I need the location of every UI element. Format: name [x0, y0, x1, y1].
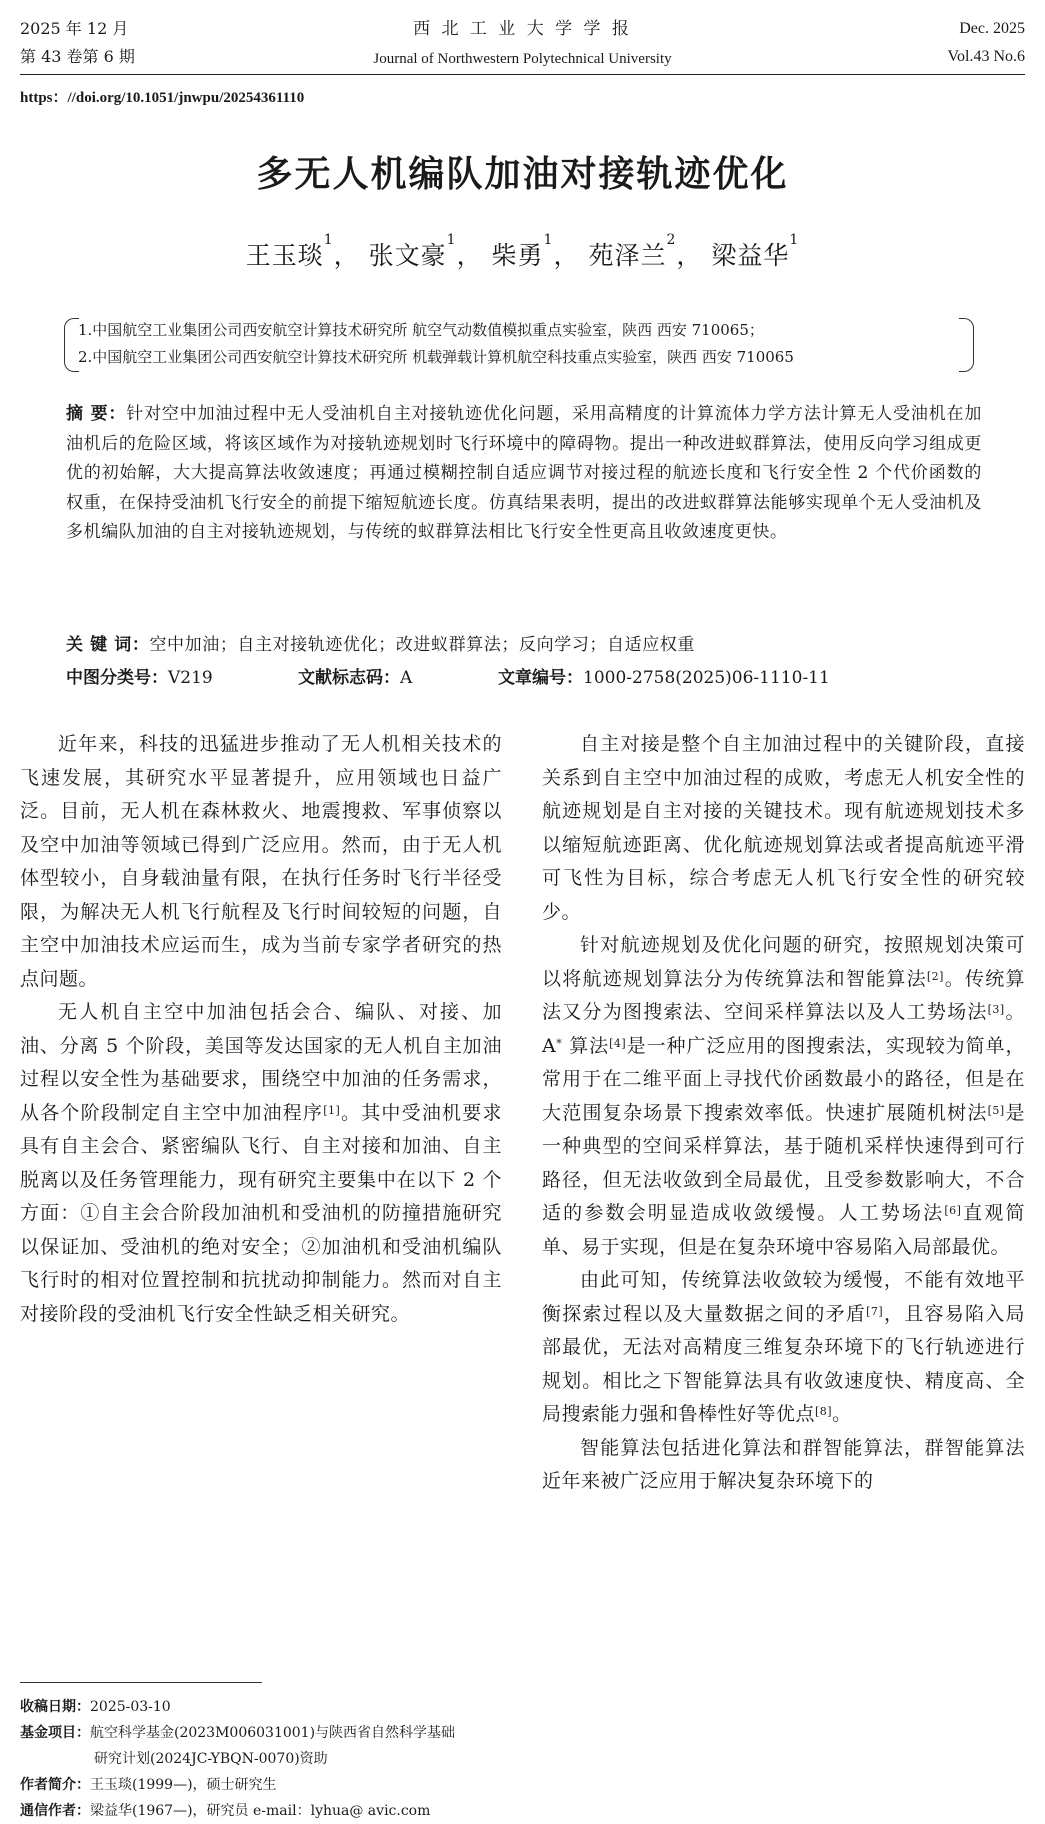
- paragraph-text: ，且容易陷入局部最优，无法对高精度三维复杂环境下的飞行轨迹进行规划。相比之下智能算法具有收敛速度快、精度高、全局搜索能力强和鲁棒性好等优点: [542, 1302, 1025, 1425]
- author-bio: 王玉琰(1999—)，硕士研究生: [90, 1777, 277, 1793]
- article-number-value: 1000-2758(2025)06-1110-11: [583, 668, 830, 688]
- abstract-label: 摘 要：: [66, 404, 127, 424]
- abstract: [66, 400, 982, 548]
- author-separator: ，: [553, 241, 580, 270]
- author-affiliation-mark: 1: [543, 232, 554, 248]
- citation[interactable]: [3]: [987, 1003, 1005, 1016]
- paragraph-text: 。传统算法又分为图搜索法、空间采样算法以及人工势场法: [542, 967, 1025, 1023]
- paragraph-text: 。A: [542, 1001, 1025, 1057]
- fund-text-cont: 研究计划(2024JC-YBQN-0070)资助: [94, 1751, 328, 1767]
- volume-issue-en: Vol.43 No.6: [947, 48, 1025, 65]
- abstract-text: 针对空中加油过程中无人受油机自主对接轨迹优化问题，采用高精度的计算流体力学方法计算无人受油机在加油机后的危险区域，将该区域作为对接轨迹规划时飞行环境中的障碍物。提出一种改进蚁群算法，使用反向学习组成更优的初始解，大大提高算法收敛速度；再通过模糊控制自适应调节对接过程的航迹长度和飞行安全性 2 个代价函数的权重，在保持受油机飞行安全的前提下缩短航迹长度。仿真结果表明，提出的改进蚁群算法能够实现单个无人受油机及多机编队加油的自主对接轨迹规划，与传统的蚁群算法相比飞行安全性更高且收敛速度更快。: [66, 404, 982, 542]
- paragraph: [20, 996, 502, 1331]
- affiliation-2: 2.中国航空工业集团公司西安航空计算技术研究所 机载弹载计算机航空科技重点实验室，陕西 西安 710065: [78, 348, 794, 366]
- paragraph: 智能算法包括进化算法和群智能算法，群智能算法近年来被广泛应用于解决复杂环境下的: [542, 1436, 1025, 1492]
- received-label: 收稿日期：: [20, 1699, 90, 1715]
- body-column-right: [542, 728, 1025, 1499]
- doc-code-value: A: [400, 668, 413, 688]
- journal-name-en: Journal of Northwestern Polytechnical University: [373, 51, 672, 67]
- paper-title: 多无人机编队加油对接轨迹优化: [256, 154, 789, 195]
- author-name: 王玉琰: [245, 241, 324, 270]
- right-brace: [959, 318, 974, 372]
- author-name: 柴勇: [491, 241, 544, 270]
- affiliations: [64, 318, 974, 370]
- author-separator: ，: [456, 241, 483, 270]
- paragraph-text: 是一种广泛应用的图搜索法，实现较为简单，常用于在二维平面上寻找代价函数最小的路径，但是在大范围复杂场景下搜索效率低。快速扩展随机树法: [542, 1034, 1025, 1124]
- citation[interactable]: [1]: [323, 1103, 341, 1117]
- issue-date-en: Dec. 2025: [959, 20, 1025, 37]
- body-column-left: [20, 728, 502, 1331]
- author-bio-label: 作者简介：: [20, 1777, 90, 1793]
- keywords-label: 关 键 词：: [66, 635, 150, 655]
- author-name: 苑泽兰: [588, 241, 667, 270]
- author-affiliation-mark: 2: [666, 232, 677, 248]
- doi-link[interactable]: https：//doi.org/10.1051/jnwpu/20254361110: [20, 90, 305, 106]
- paragraph: 自主对接是整个自主加油过程中的关键阶段，直接关系到自主空中加油过程的成败，考虑无人机安全性的航迹规划是自主对接的关键技术。现有航迹规划技术多以缩短航迹距离、优化航迹规划算法或者提高航迹平滑可飞性为目标，综合考虑无人机飞行安全性的研究较少。: [542, 733, 1025, 923]
- left-brace: [64, 318, 79, 372]
- footnote-rule: [20, 1682, 262, 1683]
- paragraph-text: 。: [832, 1403, 852, 1425]
- paragraph: [542, 1264, 1025, 1432]
- author-affiliation-mark: 1: [446, 232, 457, 248]
- paragraph: [542, 929, 1025, 1264]
- journal-name-cn: 西 北 工 业 大 学 学 报: [413, 19, 632, 39]
- article-number-label: 文章编号：: [498, 668, 583, 688]
- paragraph: 近年来，科技的迅猛进步推动了无人机相关技术的飞速发展，其研究水平显著提升，应用领域也日益广泛。目前，无人机在森林救火、地震搜救、军事侦察以及空中加油等领域已得到广泛应用。然而，由于无人机体型较小，自身载油量有限，在执行任务时飞行半径受限，为解决无人机飞行航程及飞行时间较短的问题，自主空中加油技术应运而生，成为当前专家学者研究的热点问题。: [20, 733, 502, 990]
- author-affiliation-mark: 1: [789, 232, 800, 248]
- paragraph-text: 针对航迹规划及优化问题的研究，按照规划决策可以将航迹规划算法分为传统算法和智能算法: [542, 934, 1025, 990]
- paragraph-text: 。其中受油机要求具有自主会合、紧密编队飞行、自主对接和加油、自主脱离以及任务管理能力，现有研究主要集中在以下 2 个方面：①自主会合阶段加油机和受油机的防撞措施研究以保证加、受油机的绝对安全；②加油机和受油机编队飞行时的相对位置控制和抗扰动抑制能力。然而对自主对接阶段的受油机飞行安全性缺乏相关研究。: [20, 1101, 502, 1325]
- footnotes: [20, 1694, 520, 1824]
- citation[interactable]: [7]: [866, 1304, 884, 1318]
- affiliation-1: 1.中国航空工业集团公司西安航空计算技术研究所 航空气动数值模拟重点实验室，陕西 西安 710065；: [78, 321, 764, 339]
- author-affiliation-mark: 1: [323, 232, 334, 248]
- citation[interactable]: [5]: [987, 1103, 1005, 1117]
- corresponding-label: 通信作者：: [20, 1803, 90, 1819]
- clc-value: V219: [168, 668, 213, 688]
- volume-issue-cn: 第 43 卷第 6 期: [20, 47, 135, 66]
- author-name: 张文豪: [368, 241, 447, 270]
- author-list: [0, 232, 1045, 272]
- citation[interactable]: [4]: [609, 1036, 627, 1050]
- classification-row: [66, 664, 986, 692]
- paragraph-text: 无人机自主空中加油包括会合、编队、对接、加油、分离 5 个阶段，美国等发达国家的无人机自主加油过程以安全性为基础要求，围绕空中加油的任务需求，从各个阶段制定自主空中加油程序: [20, 1001, 502, 1124]
- author-separator: ，: [676, 241, 703, 270]
- citation[interactable]: [2]: [926, 969, 944, 983]
- issue-date-cn: 2025 年 12 月: [20, 19, 129, 38]
- doc-code-label: 文献标志码：: [298, 668, 400, 688]
- paragraph-text: 算法: [562, 1034, 610, 1057]
- author-name: 梁益华: [711, 241, 790, 270]
- author-separator: ，: [333, 241, 360, 270]
- asterisk-mark: *: [556, 1036, 563, 1050]
- paragraph-text: 直观简单、易于实现，但是在复杂环境中容易陷入局部最优。: [542, 1202, 1025, 1258]
- fund-text: 航空科学基金(2023M006031001)与陕西省自然科学基础: [90, 1725, 456, 1741]
- received-date: 2025-03-10: [90, 1699, 171, 1715]
- clc-label: 中图分类号：: [66, 668, 168, 688]
- keywords-text: 空中加油；自主对接轨迹优化；改进蚁群算法；反向学习；自适应权重: [149, 635, 696, 655]
- citation[interactable]: [8]: [815, 1405, 833, 1418]
- header-rule: [20, 74, 1025, 75]
- fund-label: 基金项目：: [20, 1725, 90, 1741]
- keywords: [66, 630, 986, 660]
- citation[interactable]: [6]: [944, 1204, 962, 1217]
- paragraph-text: 是一种典型的空间采样算法，基于随机采样快速得到可行路径，但无法收敛到全局最优，且受参数影响大，不合适的参数会明显造成收敛缓慢。人工势场法: [542, 1101, 1025, 1224]
- paragraph-text: 由此可知，传统算法收敛较为缓慢，不能有效地平衡探索过程以及大量数据之间的矛盾: [542, 1269, 1025, 1325]
- corresponding-author: 梁益华(1967—)，研究员 e-mail：lyhua@ avic.com: [90, 1803, 431, 1819]
